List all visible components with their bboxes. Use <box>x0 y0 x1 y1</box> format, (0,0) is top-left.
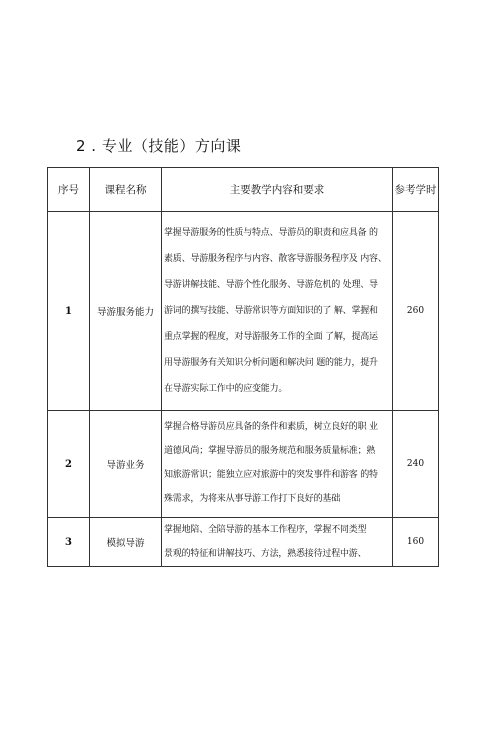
content-line: 重点掌握的程度，对导游服务工作的全面 了解，提高运 <box>164 332 378 342</box>
row-content <box>162 411 393 518</box>
row-num: 3 <box>48 518 90 567</box>
content-line: 殊需求，为将来从事导游工作打下良好的基础 <box>164 494 341 504</box>
content-line: 游词的撰写技能、导游常识等方面知识的了 解、掌握和 <box>164 306 378 316</box>
row-num: 2 <box>48 411 90 518</box>
table-row <box>48 518 439 567</box>
header-hours: 参考学时 <box>393 168 439 212</box>
table-row <box>48 212 439 411</box>
table-row <box>48 411 439 518</box>
header-course-name: 课程名称 <box>90 168 162 212</box>
content-line: 知旅游常识；能独立应对旅游中的突发事件和游客 的特 <box>164 470 378 480</box>
section-title: 2 . 专业（技能）方向课 <box>76 137 242 155</box>
content-line: 掌握导游服务的性质与特点、导游员的职责和应具备 的 <box>164 228 378 238</box>
table-header-row <box>48 168 439 212</box>
content-line: 掌握合格导游员应具备的条件和素质，树立良好的职 业 <box>164 422 378 432</box>
course-table <box>47 167 439 567</box>
content-line: 道德风尚；掌握导游员的服务规范和服务质量标准；熟 <box>164 446 376 456</box>
content-line: 用导游服务有关知识分析问题和解决问 题的能力，提升 <box>164 358 378 368</box>
row-num: 1 <box>48 212 90 411</box>
row-course-name: 导游业务 <box>90 411 162 518</box>
content-line: 景观的特征和讲解技巧、方法，熟悉接待过程中游、 <box>164 549 367 559</box>
row-hours: 240 <box>393 411 439 518</box>
content-line: 掌握地陪、全陪导游的基本工作程序，掌握不同类型 <box>164 525 367 535</box>
header-content: 主要教学内容和要求 <box>162 168 393 212</box>
content-line: 素质、导游服务程序与内容、散客导游服务程序及 内容、 <box>164 254 387 264</box>
content-line: 导游讲解技能、导游个性化服务、导游危机的 处理、导 <box>164 280 378 290</box>
row-content <box>162 518 393 567</box>
row-hours: 160 <box>393 518 439 567</box>
content-line: 在导游实际工作中的应变能力。 <box>164 384 288 394</box>
header-num: 序号 <box>48 168 90 212</box>
row-course-name: 导游服务能力 <box>90 212 162 411</box>
row-course-name: 模拟导游 <box>90 518 162 567</box>
row-content <box>162 212 393 411</box>
row-hours: 260 <box>393 212 439 411</box>
